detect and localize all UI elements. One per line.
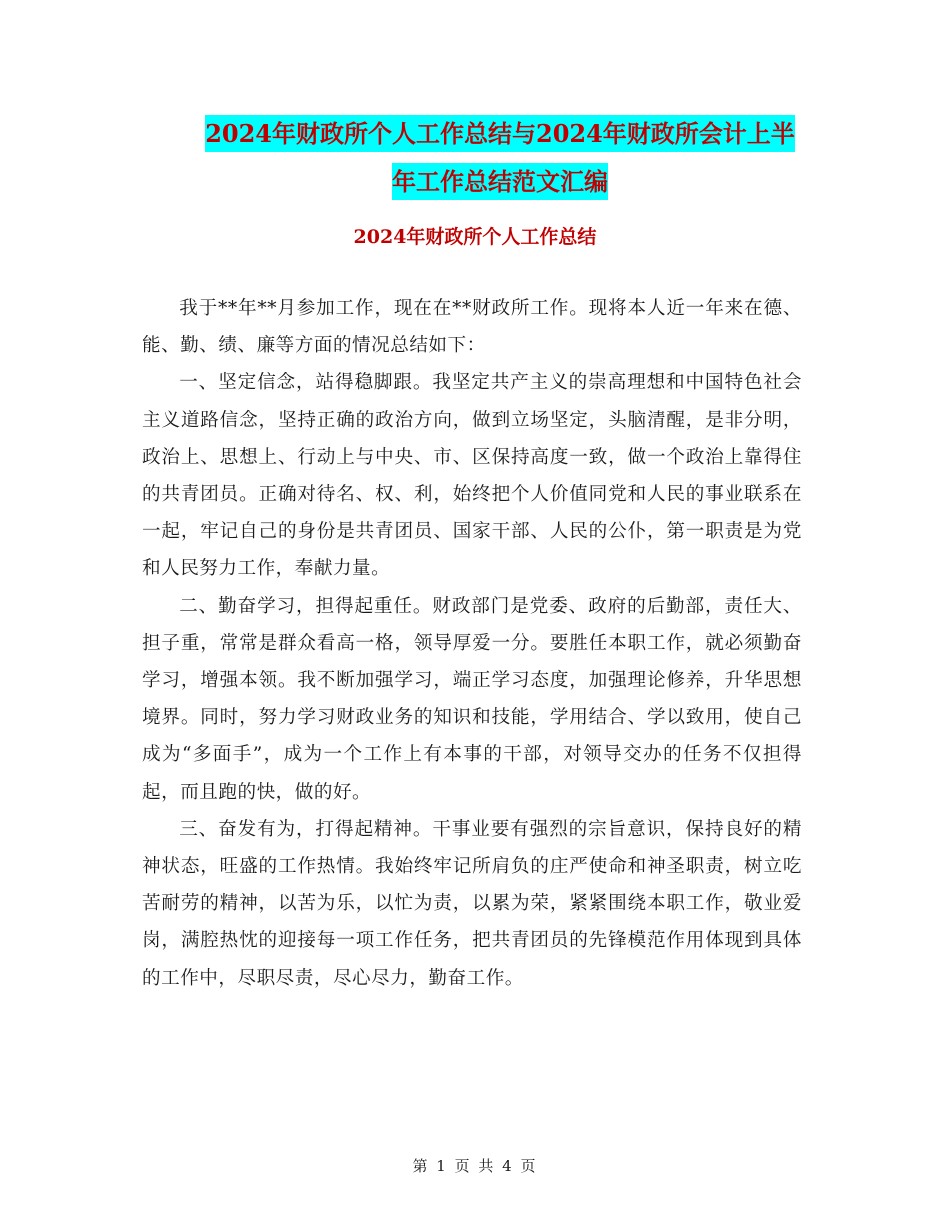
document-body	[142, 290, 802, 997]
paragraph-2: 二、勤奋学习，担得起重任。财政部门是党委、政府的后勤部，责任大、担子重，常常是群众看高一格，领导厚爱一分。要胜任本职工作，就必须勤奋学习，增强本领。我不断加强学习，端正学习态度，加强理论修养，升华思想境界。同时，努力学习财政业务的知识和技能，学用结合、学以致用，使自己成为“多面手”，成为一个工作上有本事的干部，对领导交办的任务不仅担得起，而且跑的快，做的好。	[142, 595, 802, 803]
document-title	[140, 110, 860, 206]
paragraph-1: 一、坚定信念，站得稳脚跟。我坚定共产主义的崇高理想和中国特色社会主义道路信念，坚持正确的政治方向，做到立场坚定，头脑清醒，是非分明，政治上、思想上、行动上与中央、市、区保持高度一致，做一个政治上靠得住的共青团员。正确对待名、权、利，始终把个人价值同党和人民的事业联系在一起，牢记自己的身份是共青团员、国家干部、人民的公仆，第一职责是为党和人民努力工作，奉献力量。	[142, 372, 802, 580]
title-line-2: 年工作总结范文汇编	[392, 163, 608, 200]
paragraph-3: 三、奋发有为，打得起精神。干事业要有强烈的宗旨意识，保持良好的精神状态，旺盛的工作热情。我始终牢记所肩负的庄严使命和神圣职责，树立吃苦耐劳的精神，以苦为乐，以忙为责，以累为荣，紧紧围绕本职工作，敬业爱岗，满腔热忱的迎接每一项工作任务，把共青团员的先锋模范作用体现到具体的工作中，尽职尽责，尽心尽力，勤奋工作。	[142, 818, 802, 989]
page-footer: 第 1 页 共 4 页	[412, 1157, 538, 1175]
title-line-1: 2024年财政所个人工作总结与2024年财政所会计上半	[205, 115, 795, 152]
paragraph-intro: 我于**年**月参加工作，现在在**财政所工作。现将本人近一年来在德、能、勤、绩、廉等方面的情况总结如下：	[142, 298, 802, 357]
section-title: 2024年财政所个人工作总结	[353, 226, 597, 248]
